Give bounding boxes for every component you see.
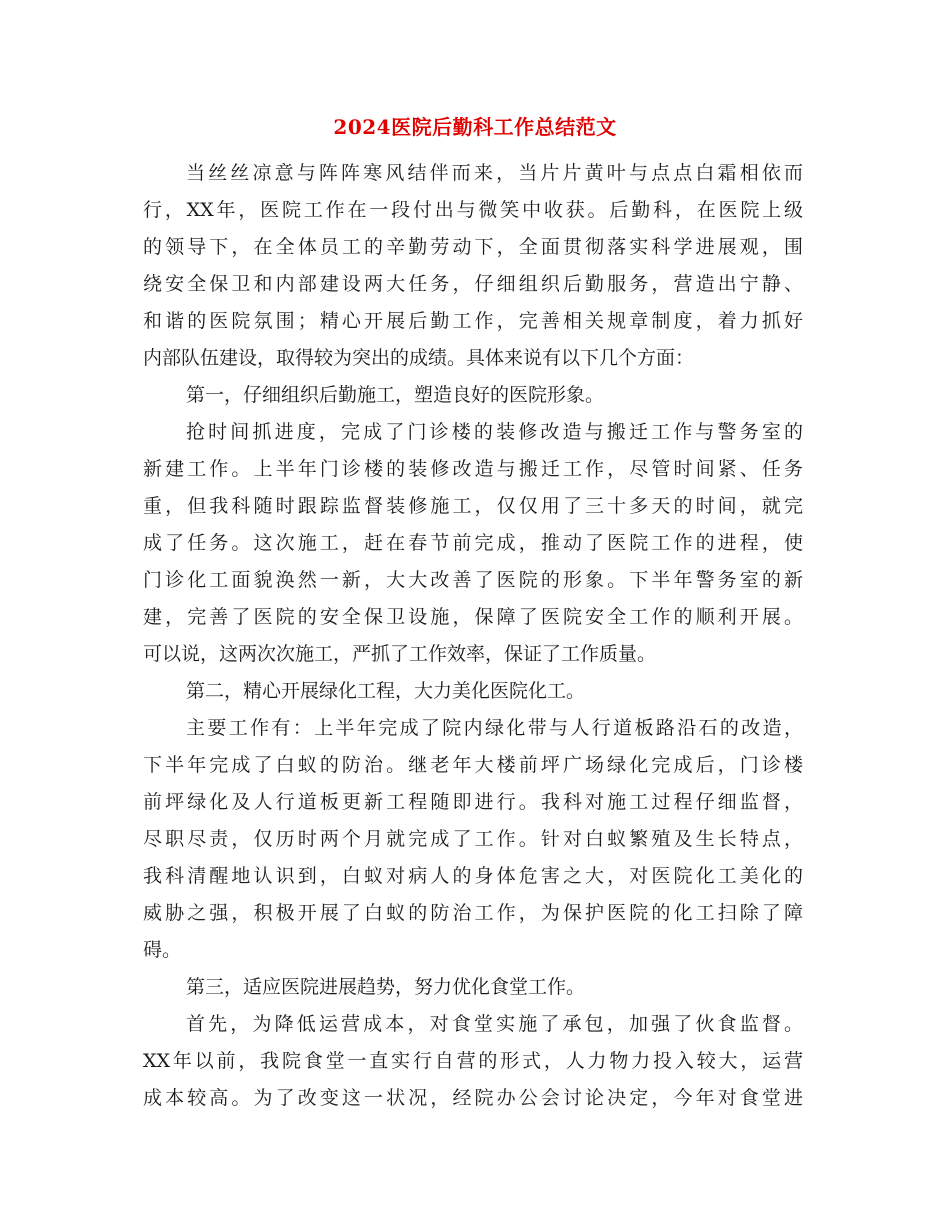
text-line: 第二，精心开展绿化工程，大力美化医院化工。 xyxy=(186,680,586,702)
text-line: 碍。 xyxy=(143,939,182,961)
text-line: 主要工作有：上半年完成了院内绿化带与人行道板路沿石的改造， xyxy=(186,717,803,739)
text-line: 成了任务。这次施工，赶在春节前完成，推动了医院工作的进程，使 xyxy=(143,532,803,554)
text-line: 我科清醒地认识到，白蚁对病人的身体危害之大，对医院化工美化的 xyxy=(143,865,803,887)
text-line: 威胁之强，积极开展了白蚁的防治工作，为保护医院的化工扫除了障 xyxy=(143,902,803,924)
document-title: 2024医院后勤科工作总结范文 xyxy=(333,115,617,139)
text-line: 可以说，这两次次施工，严抓了工作效率，保证了工作质量。 xyxy=(143,643,657,665)
text-line: 行，XX年，医院工作在一段付出与微笑中收获。后勤科，在医院上级 xyxy=(143,199,803,221)
text-line: 和谐的医院氛围；精心开展后勤工作，完善相关规章制度，着力抓好 xyxy=(143,310,803,332)
text-line: 前坪绿化及人行道板更新工程随即进行。我科对施工过程仔细监督， xyxy=(143,791,803,813)
text-line: 第一，仔细组织后勤施工，塑造良好的医院形象。 xyxy=(186,384,605,406)
text-line: XX年以前，我院食堂一直实行自营的形式，人力物力投入较大，运营 xyxy=(143,1050,803,1072)
text-line: 尽职尽责，仅历时两个月就完成了工作。针对白蚁繁殖及生长特点， xyxy=(143,828,803,850)
text-line: 成本较高。为了改变这一状况，经院办公会讨论决定，今年对食堂进 xyxy=(143,1087,803,1109)
text-line: 下半年完成了白蚁的防治。继老年大楼前坪广场绿化完成后，门诊楼 xyxy=(143,754,803,776)
text-line: 绕安全保卫和内部建设两大任务，仔细组织后勤服务，营造出宁静、 xyxy=(143,273,803,295)
text-line: 新建工作。上半年门诊楼的装修改造与搬迁工作，尽管时间紧、任务 xyxy=(143,458,803,480)
text-line: 内部队伍建设，取得较为突出的成绩。具体来说有以下几个方面： xyxy=(143,347,695,369)
text-line: 的领导下，在全体员工的辛勤劳动下，全面贯彻落实科学进展观，围 xyxy=(143,236,803,258)
document-body xyxy=(143,155,803,1117)
text-line: 当丝丝凉意与阵阵寒风结伴而来，当片片黄叶与点点白霜相依而 xyxy=(186,162,803,184)
text-line: 首先，为降低运营成本，对食堂实施了承包，加强了伙食监督。 xyxy=(186,1013,803,1035)
text-line: 门诊化工面貌涣然一新，大大改善了医院的形象。下半年警务室的新 xyxy=(143,569,803,591)
text-line: 重，但我科随时跟踪监督装修施工，仅仅用了三十多天的时间，就完 xyxy=(143,495,803,517)
text-line: 第三，适应医院进展趋势，努力优化食堂工作。 xyxy=(186,976,586,998)
text-line: 建，完善了医院的安全保卫设施，保障了医院安全工作的顺利开展。 xyxy=(143,606,803,628)
text-line: 抢时间抓进度，完成了门诊楼的装修改造与搬迁工作与警务室的 xyxy=(186,421,803,443)
